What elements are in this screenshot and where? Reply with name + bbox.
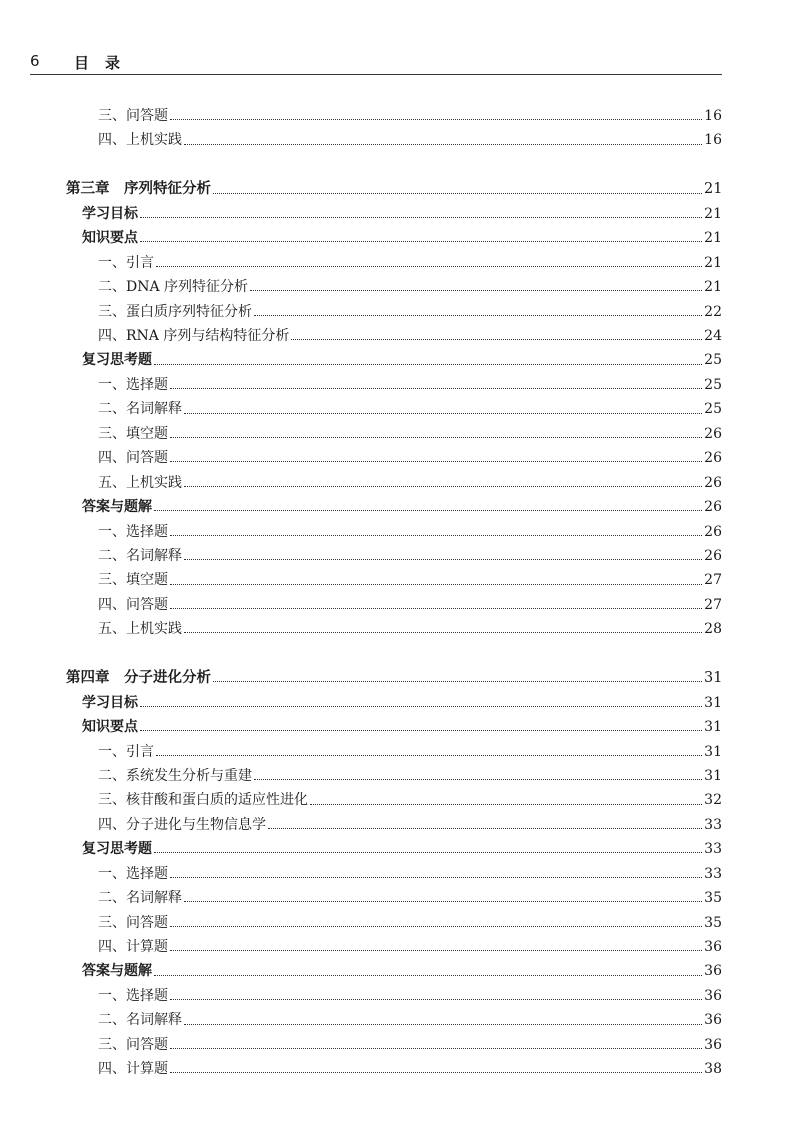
dot-leader [170,583,702,585]
toc-entry-title: 一、引言 [98,254,154,271]
toc-entry-title: 二、名词解释 [98,401,182,418]
dot-leader [154,363,702,365]
dot-leader [170,387,702,389]
toc-entry-title: 三、问答题 [98,914,168,931]
toc-entry-title: 一、引言 [98,743,154,760]
toc-entry-page: 26 [704,499,722,516]
toc-subsection-row[interactable] [0,544,722,568]
toc-entry-title: 三、核苷酸和蛋白质的适应性进化 [98,792,308,809]
toc-entry-page: 31 [704,719,722,736]
toc-entry-page: 33 [704,816,722,833]
dot-leader [254,314,702,316]
dot-leader [184,143,702,145]
toc-subsection-row[interactable] [0,788,722,812]
toc-entry-title: 四、计算题 [98,939,168,955]
toc-entry-page: 21 [704,254,722,271]
toc-subsection-row[interactable] [0,373,722,397]
page-header [30,50,722,75]
toc-entry-title: 复习思考题 [82,841,152,858]
toc-section-row[interactable] [0,495,722,519]
toc-entry-page: 33 [704,841,722,858]
toc-entry-title: 四、上机实践 [98,132,182,149]
dot-leader [250,289,702,291]
toc-subsection-row[interactable] [0,813,722,837]
dot-leader [170,607,702,609]
dot-leader [184,631,702,633]
dot-leader [213,192,702,194]
toc-entry-page: 36 [704,963,722,980]
toc-entry-page: 33 [704,865,722,882]
dot-leader [310,803,702,805]
dot-leader [170,876,702,878]
toc-chapter-row[interactable] [0,177,722,201]
toc-entry-title: 复习思考题 [82,352,152,369]
toc-gap [0,153,800,178]
toc-entry-page: 26 [704,474,722,491]
toc-entry-title: 答案与题解 [82,963,152,980]
toc-entry-page: 24 [704,328,722,344]
toc-entry-page: 21 [704,205,722,222]
toc-entry-page: 26 [704,425,722,442]
toc-entry-page: 25 [704,376,722,393]
dot-leader [170,1047,702,1049]
dot-leader [291,338,702,340]
dot-leader [156,265,702,267]
toc-subsection-row[interactable] [0,324,722,348]
page-title: 目录 [74,54,137,72]
dot-leader [184,558,702,560]
toc-subsection-row[interactable] [0,1008,722,1032]
toc-subsection-row[interactable] [0,520,722,544]
dot-leader [170,1071,702,1073]
toc-entry-page: 28 [704,621,722,638]
dot-leader [170,460,702,462]
toc-entry-title: 四、计算题 [98,1061,168,1078]
toc-subsection-row[interactable] [0,275,722,299]
toc-entry-title: 二、名词解释 [98,890,182,907]
dot-leader [154,974,702,976]
toc-entry-title: 学习目标 [82,694,138,711]
dot-leader [170,118,702,120]
toc-section-row[interactable] [0,202,722,226]
dot-leader [184,1023,702,1025]
toc-entry-title: 三、问答题 [98,108,168,124]
toc-subsection-row[interactable] [0,128,722,152]
toc-subsection-row[interactable] [0,300,722,324]
dot-leader [170,998,702,1000]
toc-section-row[interactable] [0,226,722,250]
toc-entry-page: 16 [704,108,722,124]
dot-leader [154,851,702,853]
toc-entry-title: 知识要点 [82,719,138,736]
toc-entry-title: 四、分子进化与生物信息学 [98,816,266,833]
dot-leader [184,412,702,414]
toc-entry-page: 36 [704,939,722,955]
dot-leader [140,240,702,242]
toc-entry-page: 31 [704,743,722,760]
toc-subsection-row[interactable] [0,886,722,910]
toc-subsection-row[interactable] [0,740,722,764]
table-of-contents [0,104,800,1082]
toc-entry-title: 一、选择题 [98,376,168,393]
toc-entry-page: 25 [704,401,722,418]
toc-entry-page: 22 [704,303,722,320]
toc-chapter-row[interactable] [0,666,722,690]
toc-subsection-row[interactable] [0,397,722,421]
toc-subsection-row[interactable] [0,251,722,275]
toc-entry-title: 三、问答题 [98,1036,168,1053]
toc-entry-page: 38 [704,1061,722,1078]
dot-leader [254,778,702,780]
toc-entry-title: 二、系统发生分析与重建 [98,767,252,784]
toc-entry-title: 一、选择题 [98,865,168,882]
toc-entry-title: 一、选择题 [98,987,168,1004]
dot-leader [268,827,702,829]
toc-section-row[interactable] [0,837,722,861]
toc-section-row[interactable] [0,348,722,372]
toc-entry-page: 16 [704,132,722,149]
dot-leader [213,680,702,682]
toc-entry-title: 五、上机实践 [98,474,182,491]
toc-entry-page: 26 [704,450,722,467]
dot-leader [140,729,702,731]
toc-subsection-row[interactable] [0,568,722,592]
page-number: 6 [30,52,40,70]
toc-subsection-row[interactable] [0,422,722,446]
dot-leader [140,705,702,707]
toc-gap [0,642,800,667]
toc-entry-title: 四、RNA 序列与结构特征分析 [98,328,290,344]
dot-leader [184,485,702,487]
toc-entry-page: 36 [704,987,722,1004]
toc-entry-title: 四、问答题 [98,596,168,613]
toc-subsection-row[interactable] [0,593,722,617]
toc-entry-page: 36 [704,1012,722,1029]
toc-subsection-row[interactable] [0,911,722,935]
toc-entry-page: 25 [704,352,722,369]
toc-entry-page: 21 [704,230,722,247]
toc-entry-page: 32 [704,792,722,809]
dot-leader [156,754,702,756]
toc-subsection-row[interactable] [0,446,722,470]
toc-entry-page: 27 [704,596,722,613]
toc-entry-page: 31 [704,670,723,687]
toc-entry-title: 学习目标 [82,205,138,222]
toc-entry-page: 21 [704,181,723,198]
toc-entry-title: 知识要点 [82,230,138,247]
toc-entry-page: 36 [704,1036,722,1053]
toc-entry-page: 21 [704,279,722,296]
toc-entry-title: 二、名词解释 [98,1012,182,1029]
toc-entry-title: 四、问答题 [98,450,168,467]
toc-entry-title: 第四章 分子进化分析 [66,670,211,687]
toc-subsection-row[interactable] [0,984,722,1008]
dot-leader [154,509,702,511]
toc-entry-title: 二、DNA 序列特征分析 [98,279,249,296]
toc-subsection-row[interactable] [0,1057,722,1081]
toc-entry-page: 26 [704,523,722,540]
toc-entry-title: 一、选择题 [98,523,168,540]
dot-leader [184,900,702,902]
toc-entry-title: 三、填空题 [98,572,168,589]
toc-entry-page: 35 [704,914,722,931]
toc-subsection-row[interactable] [0,471,722,495]
toc-entry-page: 31 [704,767,722,784]
dot-leader [170,925,702,927]
toc-entry-page: 27 [704,572,722,589]
dot-leader [170,436,702,438]
toc-subsection-row[interactable] [0,935,722,959]
toc-entry-title: 第三章 序列特征分析 [66,181,211,198]
toc-subsection-row[interactable] [0,617,722,641]
toc-entry-title: 二、名词解释 [98,547,182,564]
toc-entry-page: 26 [704,547,722,564]
toc-subsection-row[interactable] [0,1033,722,1057]
toc-section-row[interactable] [0,959,722,983]
toc-section-row[interactable] [0,691,722,715]
toc-entry-page: 35 [704,890,722,907]
dot-leader [170,949,702,951]
toc-entry-title: 三、填空题 [98,425,168,442]
toc-subsection-row[interactable] [0,104,722,128]
dot-leader [140,216,702,218]
toc-entry-title: 答案与题解 [82,499,152,516]
toc-entry-page: 31 [704,694,722,711]
toc-entry-title: 五、上机实践 [98,621,182,638]
toc-subsection-row[interactable] [0,764,722,788]
toc-entry-title: 三、蛋白质序列特征分析 [98,303,252,320]
toc-subsection-row[interactable] [0,862,722,886]
dot-leader [170,534,702,536]
toc-section-row[interactable] [0,715,722,739]
